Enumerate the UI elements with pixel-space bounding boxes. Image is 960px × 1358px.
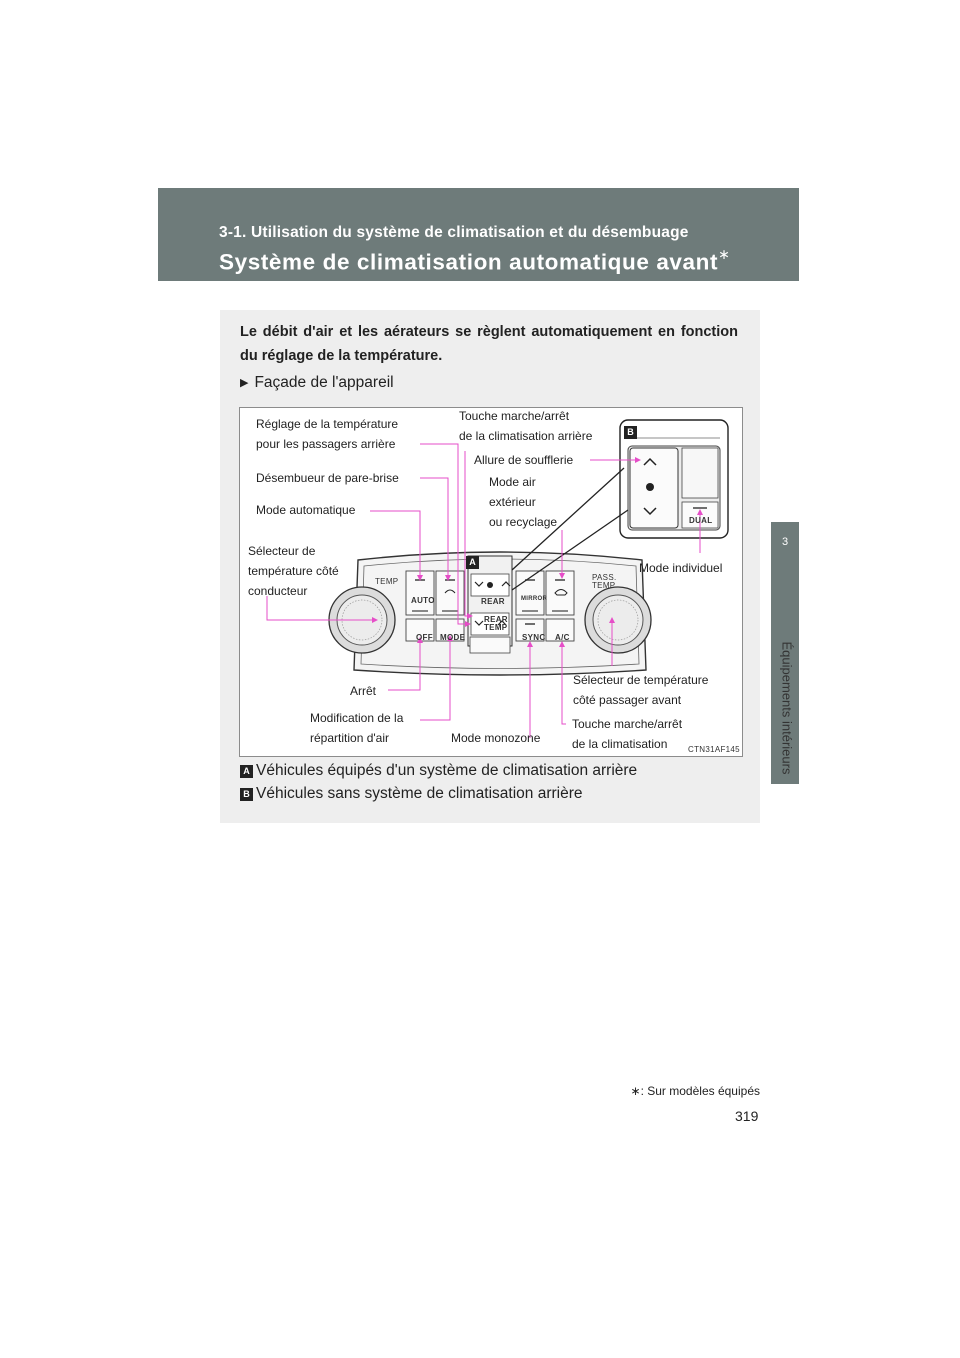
label-rear-temp: Réglage de la température pour les passagers arrière <box>256 417 399 451</box>
label-auto-mode: Mode automatique <box>256 503 356 517</box>
label-off: Arrêt <box>350 684 377 698</box>
panel-temp-label: TEMP <box>375 577 399 586</box>
panel-rear-temp-label-1: REAR <box>484 615 508 624</box>
subheading <box>240 374 394 392</box>
panel-auto-label: AUTO <box>411 596 435 605</box>
panel-rear-temp-label-2: TEMP <box>484 623 508 632</box>
label-defroster: Désembueur de pare-brise <box>256 471 399 485</box>
page-title <box>219 248 730 276</box>
intro-paragraph: Le débit d'air et les aérateurs se règlent automatiquement en fonction du réglage de la température. <box>240 324 738 364</box>
control-panel-figure <box>239 407 743 757</box>
climate-control-panel <box>329 552 651 675</box>
label-dual-mode: Mode individuel <box>639 561 723 575</box>
label-fan-speed: Allure de soufflerie <box>474 453 574 467</box>
panel-dual-label: DUAL <box>689 516 713 525</box>
info-panel <box>220 310 760 823</box>
page-title-text: Système de climatisation automatique avant <box>219 249 719 275</box>
figure-code: CTN31AF145 <box>688 745 740 754</box>
triangle-bullet-icon: ▶ <box>240 377 249 389</box>
legend-a <box>240 762 637 780</box>
badge-b: B <box>624 426 637 439</box>
legend-b-badge: B <box>240 788 253 801</box>
panel-mirror-label: MIRROR <box>521 596 548 602</box>
panel-mode-label: MODE <box>440 633 466 642</box>
label-rear-ac: Touche marche/arrêt de la climatisation arrière <box>459 409 593 443</box>
legend-a-text: Véhicules équipés d'un système de climatisation arrière <box>256 762 638 779</box>
asterisk-mark: ∗ <box>718 246 731 262</box>
legend-a-badge: A <box>240 765 253 778</box>
label-ac: Touche marche/arrêt de la climatisation <box>572 717 683 751</box>
chapter-number: 3 <box>781 536 789 548</box>
label-driver-selector: Sélecteur de température côté conducteur <box>248 544 339 598</box>
panel-ac-label: A/C <box>555 633 570 642</box>
legend-b <box>240 785 583 803</box>
label-air-mode: Mode air extérieur ou recyclage <box>489 475 558 529</box>
panel-rear-label: REAR <box>481 597 505 606</box>
footnote: ∗: Sur modèles équipés <box>630 1084 760 1098</box>
section-title: 3-1. Utilisation du système de climatisation et du désembuage <box>219 224 689 241</box>
label-passenger-selector: Sélecteur de température côté passager avant <box>573 673 709 707</box>
label-sync: Mode monozone <box>451 731 541 745</box>
chapter-header <box>158 188 799 281</box>
panel-off-label: OFF <box>416 633 433 642</box>
chapter-tab-label: Équipements intérieurs <box>779 641 795 775</box>
page-number: 319 <box>735 1108 759 1124</box>
label-air-distribution: Modification de la répartition d'air <box>310 711 404 745</box>
panel-pass-temp-label-2: TEMP <box>592 581 616 590</box>
badge-a: A <box>466 556 479 569</box>
legend-b-text: Véhicules sans système de climatisation arrière <box>256 785 583 802</box>
panel-pass-temp-label-1: PASS. <box>592 573 617 582</box>
passenger-temp-knob <box>585 587 651 653</box>
panel-sync-label: SYNC <box>522 633 546 642</box>
subheading-text: Façade de l'appareil <box>254 374 394 391</box>
